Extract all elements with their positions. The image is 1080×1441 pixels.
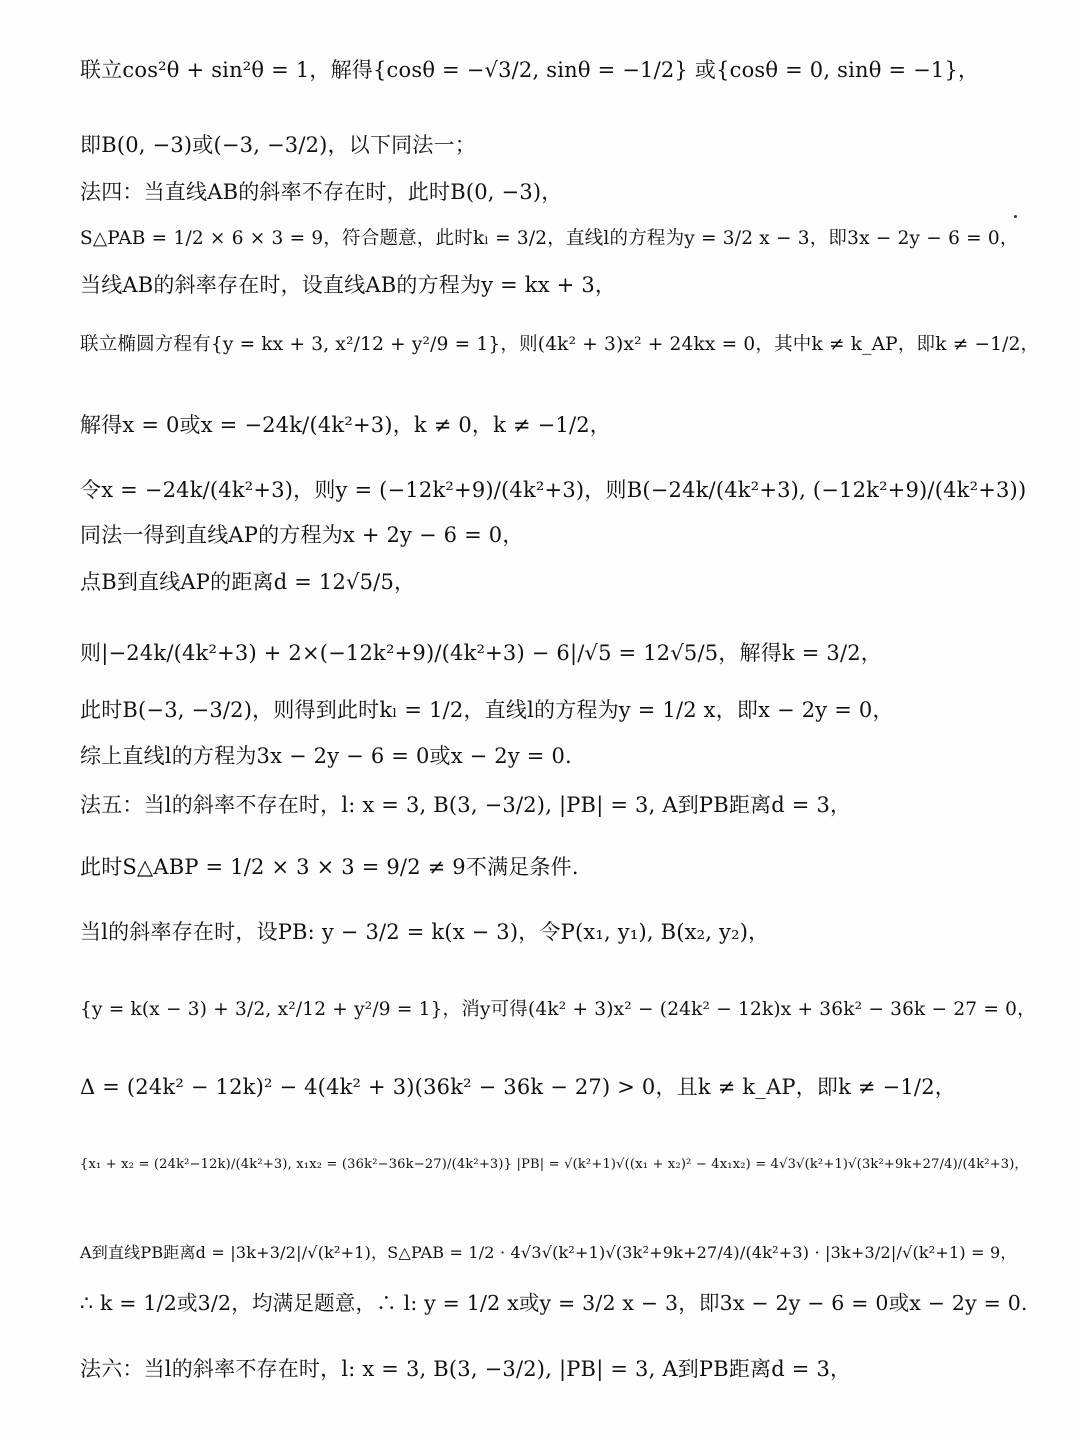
text-line-solve-x: 解得x = 0或x = −24k/(4k²+3)，k ≠ 0，k ≠ −1/2，	[80, 413, 611, 437]
text-line-slope-exists: 当线AB的斜率存在时，设直线AB的方程为y = kx + 3，	[80, 273, 617, 297]
text-line-pb-length: {x₁ + x₂ = (24k²−12k)/(4k²+3), x₁x₂ = (36k²−36k−27)/(4k²+3)} |PB| = √(k²+1)√((x₁ + x₂)² − 4x₁x₂) = 4√3√(k²+1)√(3k²+9k+27/4)/(4k²+3)，	[80, 1157, 1028, 1172]
text-line-method-five: 法五：当l的斜率不存在时，l: x = 3, B(3, −3/2), |PB| = 3, A到PB距离d = 3，	[80, 793, 852, 817]
text-line-slope-pb: 当l的斜率存在时，设PB: y − 3/2 = k(x − 3)，令P(x₁, y₁), B(x₂, y₂)，	[80, 920, 770, 944]
text-line-solve-k: 则|−24k/(4k²+3) + 2×(−12k²+9)/(4k²+3) − 6|/√5 = 12√5/5，解得k = 3/2，	[80, 641, 882, 665]
text-line-conclusion: 综上直线l的方程为3x − 2y − 6 = 0或x − 2y = 0.	[80, 744, 572, 768]
text-line-point-b: 即B(0, −3)或(−3, −3/2)，以下同法一；	[80, 133, 476, 157]
text-line-line-ap: 同法一得到直线AP的方程为x + 2y − 6 = 0，	[80, 523, 524, 547]
text-line-distance: 点B到直线AP的距离d = 12√5/5，	[80, 570, 416, 594]
text-line-method-four: 法四：当直线AB的斜率不存在时，此时B(0, −3)，	[80, 180, 563, 204]
text-line-method-six: 法六：当l的斜率不存在时，l: x = 3, B(3, −3/2), |PB| = 3, A到PB距离d = 3，	[80, 1357, 852, 1381]
text-line-area-abp: 此时S△ABP = 1/2 × 3 × 3 = 9/2 ≠ 9不满足条件.	[80, 855, 579, 879]
stray-mark	[1014, 215, 1017, 218]
text-line-discriminant: Δ = (24k² − 12k)² − 4(4k² + 3)(36k² − 36k − 27) > 0，且k ≠ k_AP，即k ≠ −1/2，	[80, 1075, 956, 1099]
text-line-eliminate-y: {y = k(x − 3) + 3/2, x²/12 + y²/9 = 1}，消y可得(4k² + 3)x² − (24k² − 12k)x + 36k² − 36k − 27 = 0，	[80, 999, 1036, 1020]
text-line-k-values: ∴ k = 1/2或3/2，均满足题意，∴ l: y = 1/2 x或y = 3/2 x − 3，即3x − 2y − 6 = 0或x − 2y = 0.	[80, 1291, 1028, 1315]
text-line-system-cos-sin: 联立cos²θ + sin²θ = 1，解得{cosθ = −√3/2, sinθ = −1/2} 或{cosθ = 0, sinθ = −1}，	[80, 58, 980, 82]
text-line-point-b-2: 此时B(−3, −3/2)，则得到此时kₗ = 1/2，直线l的方程为y = 1/2 x，即x − 2y = 0，	[80, 698, 894, 722]
text-line-ellipse-system: 联立椭圆方程有{y = kx + 3, x²/12 + y²/9 = 1}，则(4k² + 3)x² + 24kx = 0，其中k ≠ k_AP，即k ≠ −1/2，	[80, 334, 1040, 355]
text-line-area-nine: S△PAB = 1/2 × 6 × 3 = 9，符合题意，此时kₗ = 3/2，直线l的方程为y = 3/2 x − 3，即3x − 2y − 6 = 0，	[80, 228, 1019, 249]
text-line-area-pab: A到直线PB距离d = |3k+3/2|/√(k²+1)，S△PAB = 1/2 · 4√3√(k²+1)√(3k²+9k+27/4)/(4k²+3) · |3k+3/2|/√(k²+1) = 9，	[80, 1243, 1017, 1262]
text-line-coords-b: 令x = −24k/(4k²+3)，则y = (−12k²+9)/(4k²+3)，则B(−24k/(4k²+3), (−12k²+9)/(4k²+3))	[80, 478, 1027, 502]
